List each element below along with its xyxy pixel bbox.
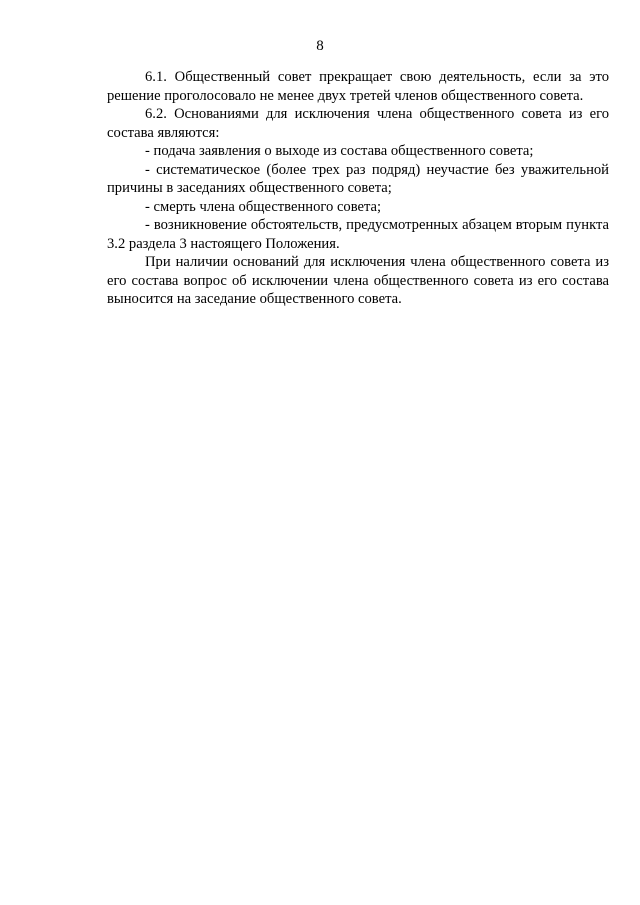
paragraph-6-2: 6.2. Основаниями для исключения члена общественного совета из его состава являются: — [107, 106, 609, 141]
document-body — [107, 68, 609, 309]
paragraph-exclusion-procedure: При наличии оснований для исключения члена общественного совета из его состава вопрос об исключении члена общественного совета из его состава выносится на заседание общественного совета. — [107, 254, 609, 307]
list-item-death: - смерть члена общественного совета; — [145, 198, 382, 215]
paragraph-6-1: 6.1. Общественный совет прекращает свою деятельность, если за это решение проголосовало не менее двух третей членов общественного совета. — [107, 69, 609, 104]
list-item-circumstances: - возникновение обстоятельств, предусмотренных абзацем вторым пункта 3.2 раздела 3 настоящего Положения. — [107, 217, 609, 252]
list-item-absence: - систематическое (более трех раз подряд) неучастие без уважительной причины в заседаниях общественного совета; — [107, 161, 609, 196]
list-item-resignation: - подача заявления о выходе из состава общественного совета; — [145, 143, 534, 159]
page-number: 8 — [316, 38, 324, 54]
